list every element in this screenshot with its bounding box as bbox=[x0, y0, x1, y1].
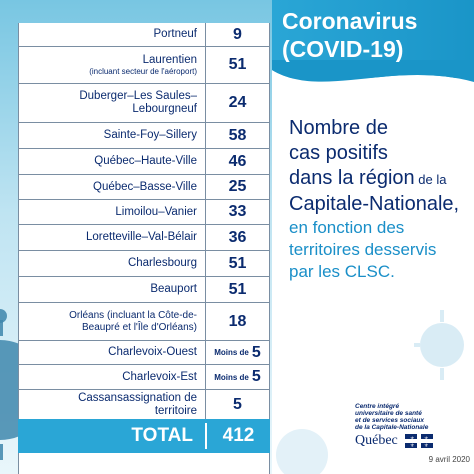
table-row bbox=[19, 175, 269, 200]
table-row bbox=[19, 303, 269, 341]
table-row bbox=[19, 251, 269, 277]
svg-text:⚜: ⚜ bbox=[424, 436, 429, 442]
description-line: Capitale-Nationale, bbox=[289, 193, 460, 215]
row-value: Moins de 5 bbox=[214, 368, 261, 385]
logo-line: universitaire de santé bbox=[355, 410, 422, 417]
svg-text:⚜: ⚜ bbox=[410, 443, 415, 448]
table-row bbox=[19, 23, 269, 47]
description-line: Nombre de bbox=[289, 117, 388, 139]
row-value: 33 bbox=[228, 203, 247, 220]
row-value: 46 bbox=[228, 152, 247, 170]
row-value: 58 bbox=[228, 126, 247, 144]
logo-line: et de services sociaux bbox=[355, 417, 425, 424]
row-value: 51 bbox=[228, 56, 247, 73]
header-wave bbox=[272, 60, 474, 100]
description-line: par les CLSC. bbox=[289, 262, 395, 281]
description bbox=[289, 116, 469, 283]
row-value: 36 bbox=[228, 228, 247, 246]
publication-date: 9 avril 2020 bbox=[428, 455, 470, 464]
description-line: dans la région de la bbox=[289, 167, 447, 189]
table-row bbox=[19, 341, 269, 365]
row-name: Cassansassignation de territoire bbox=[19, 390, 206, 419]
table-row bbox=[19, 200, 269, 225]
row-name: Duberger–Les Saules– Lebourgneuf bbox=[19, 84, 206, 122]
logo-line: de la Capitale-Nationale bbox=[355, 424, 429, 431]
logo-line: Centre intégré bbox=[355, 403, 400, 410]
total-value: 412 bbox=[205, 423, 270, 449]
row-value: 9 bbox=[233, 25, 242, 43]
cases-table bbox=[18, 23, 270, 474]
virus-illustration-icon bbox=[392, 300, 474, 390]
virus-illustration-icon bbox=[272, 395, 352, 474]
table-row bbox=[19, 84, 269, 123]
row-value: 24 bbox=[228, 94, 247, 111]
row-name: Loretteville–Val-Bélair bbox=[19, 225, 206, 250]
description-line: en fonction des bbox=[289, 218, 405, 237]
table-row bbox=[19, 47, 269, 84]
row-name: Laurentien (incluant secteur de l'aéroport) bbox=[19, 47, 206, 83]
row-value: 51 bbox=[228, 280, 247, 298]
row-value: 18 bbox=[228, 312, 247, 330]
row-name: Charlevoix-Ouest bbox=[19, 341, 206, 364]
row-name: Charlevoix-Est bbox=[19, 365, 206, 389]
quebec-flag-icon bbox=[405, 434, 433, 448]
svg-text:⚜: ⚜ bbox=[410, 436, 415, 442]
header-subtitle: (COVID-19) bbox=[282, 36, 404, 62]
row-value: 51 bbox=[228, 254, 247, 272]
ciusss-logo bbox=[355, 403, 467, 449]
row-value: 25 bbox=[228, 178, 247, 195]
table-row bbox=[19, 225, 269, 251]
table-row bbox=[19, 149, 269, 175]
svg-text:⚜: ⚜ bbox=[424, 443, 429, 448]
table-row bbox=[19, 277, 269, 303]
row-name: Portneuf bbox=[19, 23, 206, 46]
row-name: Québec–Haute-Ville bbox=[19, 149, 206, 174]
row-name: Québec–Basse-Ville bbox=[19, 175, 206, 199]
table-row bbox=[19, 365, 269, 390]
total-label: TOTAL bbox=[131, 425, 193, 446]
row-value: 5 bbox=[233, 395, 242, 413]
row-name: Orléans (incluant la Côte-de- Beaupré et l'Île d'Orléans) bbox=[19, 303, 206, 340]
row-name: Beauport bbox=[19, 277, 206, 302]
row-value: Moins de 5 bbox=[214, 343, 261, 361]
row-name: Limoilou–Vanier bbox=[19, 200, 206, 224]
table-row bbox=[19, 390, 269, 419]
description-line: territoires desservis bbox=[289, 240, 437, 259]
header-title: Coronavirus bbox=[282, 8, 418, 34]
row-name: Charlesbourg bbox=[19, 251, 206, 276]
quebec-wordmark: Québec ⚜ ⚜ ⚜ ⚜ bbox=[355, 433, 467, 449]
row-name: Sainte-Foy–Sillery bbox=[19, 123, 206, 148]
total-row bbox=[18, 419, 270, 453]
table-row bbox=[19, 123, 269, 149]
description-line: cas positifs bbox=[289, 142, 388, 164]
